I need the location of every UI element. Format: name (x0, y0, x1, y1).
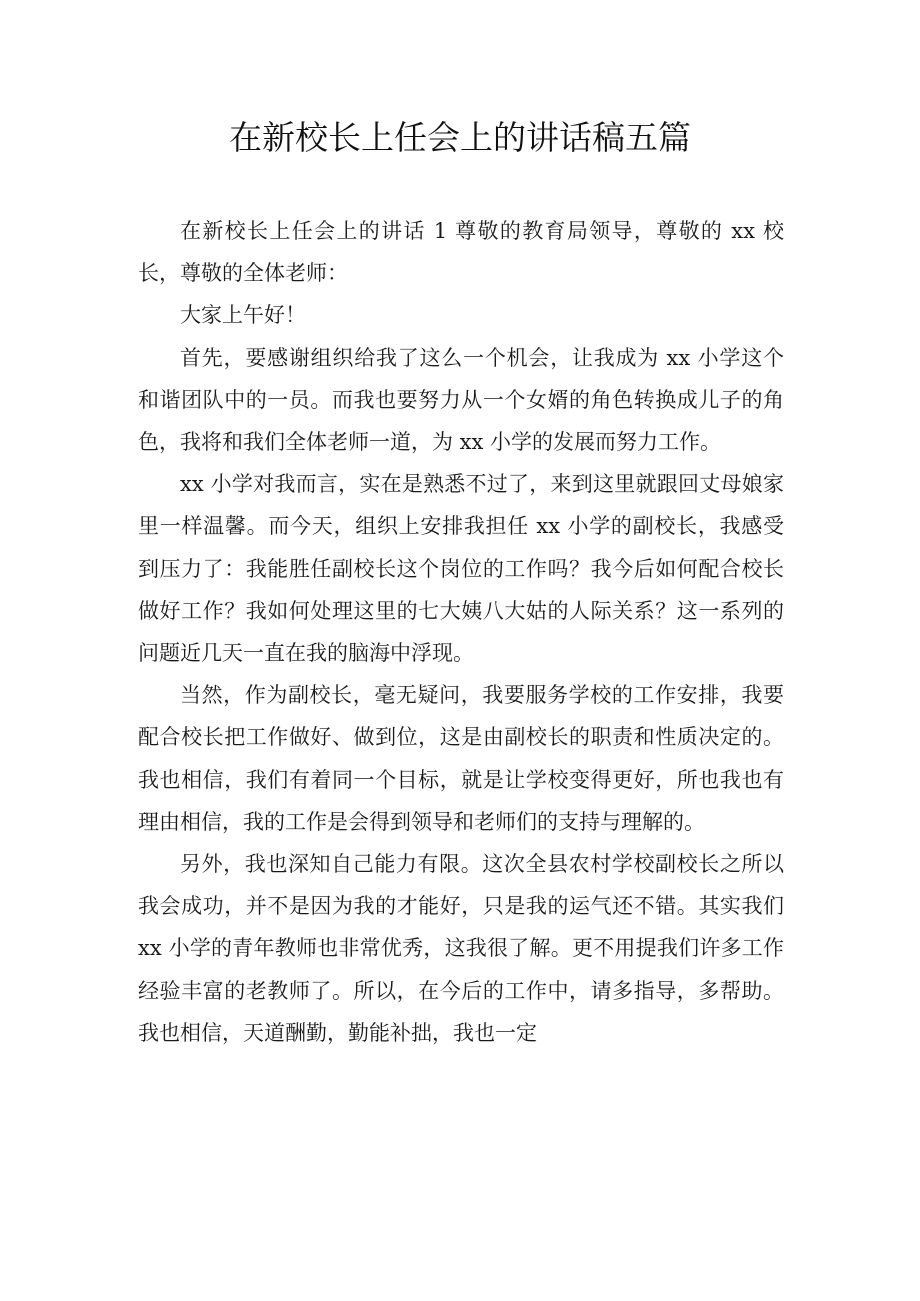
paragraph-salutation: 大家上午好！ (180, 303, 306, 328)
paragraph-familiarity: xx 小学对我而言，实在是熟悉不过了，来到这里就跟回丈母娘家里一样温馨。而今天，组织上安排我担任 xx 小学的副校长，我感受到压力了：我能胜任副校长这个岗位的工作吗？我今后如何配合校长做好工作？我如何处理这里的七大姨八大姑的人际关系？这一系列的问题近几天一直在我的脑海中浮现。 (138, 472, 784, 666)
paragraph-greeting: 在新校长上任会上的讲话 1 尊敬的教育局领导，尊敬的 xx 校长，尊敬的全体老师： (138, 219, 784, 286)
document-body (138, 210, 784, 1054)
document-title: 在新校长上任会上的讲话稿五篇 (229, 118, 691, 157)
paragraph-duty: 当然，作为副校长，毫无疑问，我要服务学校的工作安排，我要配合校长把工作做好、做到位，这是由副校长的职责和性质决定的。我也相信，我们有着同一个目标，就是让学校变得更好，所也我也有理由相信，我的工作是会得到领导和老师们的支持与理解的。 (138, 683, 784, 834)
paragraph-thanks: 首先，要感谢组织给我了这么一个机会，让我成为 xx 小学这个和谐团队中的一员。而我也要努力从一个女婿的角色转换成儿子的角色，我将和我们全体老师一道，为 xx 小学的发展而努力工作。 (138, 345, 784, 455)
paragraph-humility: 另外，我也深知自己能力有限。这次全县农村学校副校长之所以我会成功，并不是因为我的才能好，只是我的运气还不错。其实我们 xx 小学的青年教师也非常优秀，这我很了解。更不用提我们许多工作经验丰富的老教师了。所以，在今后的工作中，请多指导，多帮助。我也相信，天道酬勤，勤能补拙，我也一定 (138, 852, 784, 1045)
